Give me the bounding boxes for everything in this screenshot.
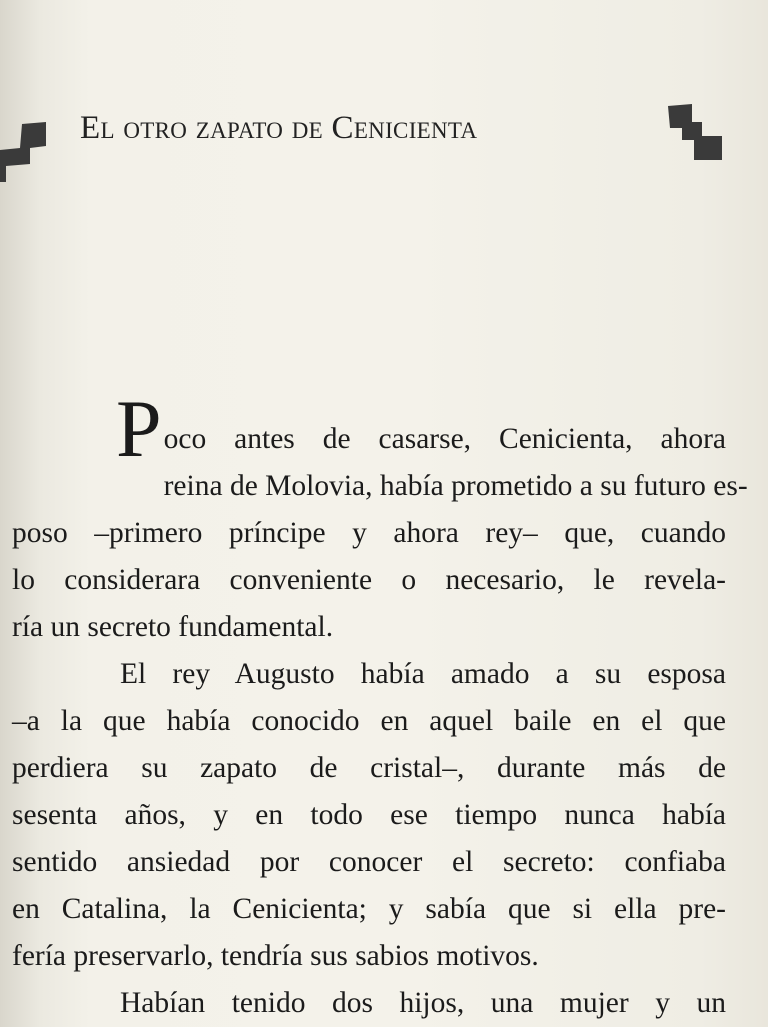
- text-line: sentido ansiedad por conocer el secreto: confiaba: [12, 846, 726, 878]
- text-line: sesenta años, y en todo ese tiempo nunca había: [12, 799, 726, 831]
- text-line: poso –primero príncipe y ahora rey– que, cuando: [12, 517, 726, 549]
- text-line: El rey Augusto había amado a su esposa: [120, 658, 726, 690]
- drop-cap: P: [116, 383, 162, 474]
- chapter-title: El otro zapato de Cenicienta: [80, 110, 478, 146]
- text-line: lo considerara conveniente o necesario, le revela-: [12, 564, 726, 596]
- text-line: ría un secreto fundamental.: [12, 611, 334, 643]
- text-line: perdiera su zapato de cristal–, durante más de: [12, 752, 726, 784]
- text-line: reina de Molovia, había prometido a su futuro es-: [163, 470, 748, 502]
- chapter-body: [12, 383, 748, 1027]
- text-line: fería preservarlo, tendría sus sabios motivos.: [12, 940, 539, 972]
- paragraph: [12, 383, 748, 651]
- stair-ornament-icon: [0, 120, 50, 182]
- text-line: –a la que había conocido en aquel baile en el que: [12, 705, 726, 737]
- text-line: en Catalina, la Cenicienta; y sabía que si ella pre-: [12, 893, 726, 925]
- text-line: oco antes de casarse, Cenicienta, ahora: [163, 423, 726, 455]
- paragraph: [12, 651, 726, 980]
- paragraph: [12, 980, 726, 1027]
- stair-ornament-icon: [668, 102, 724, 160]
- text-line: Habían tenido dos hijos, una mujer y un: [120, 987, 726, 1019]
